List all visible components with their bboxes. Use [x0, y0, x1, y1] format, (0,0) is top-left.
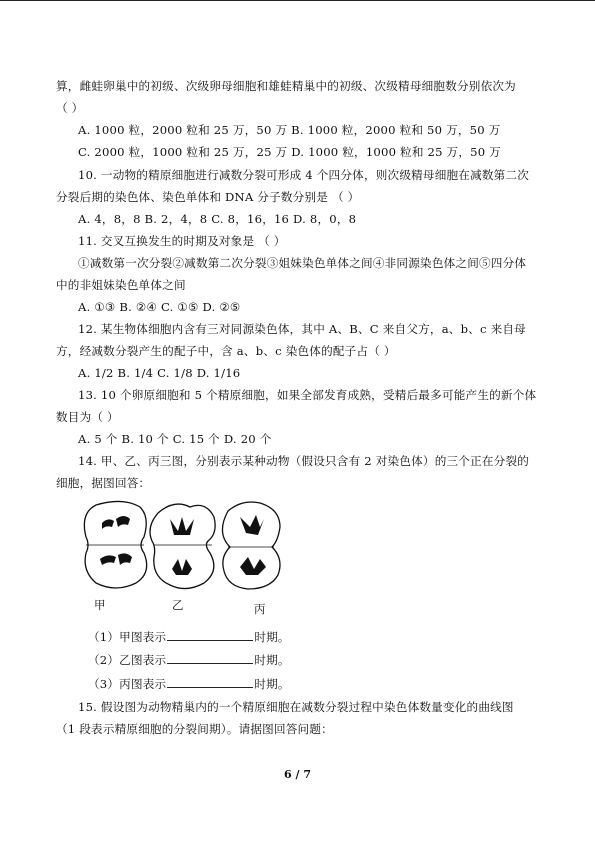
q14-answer-3-suffix: 时期。	[254, 677, 290, 691]
figure-label-jia: 甲	[94, 598, 106, 612]
q12-stem-line-2: 方，经减数分裂产生的配子中，含 a、b、c 染色体的配子占（ ）	[56, 344, 396, 358]
cell-bing-chromosomes-top	[240, 515, 264, 535]
q14-answer-2-prefix: （2）乙图表示	[88, 653, 167, 667]
q13-options: A. 5 个 B. 10 个 C. 15 个 D. 20 个	[78, 432, 272, 446]
q14-answer-3-prefix: （3）丙图表示	[88, 677, 167, 691]
cell-bing-outline	[222, 502, 280, 589]
page-top-border	[0, 0, 595, 1]
q11-stem: 11. 交叉互换发生的时期及对象是 （ ）	[78, 234, 286, 248]
q13-stem-line-1: 13. 10 个卵原细胞和 5 个精原细胞，如果全部发育成熟，受精后最多可能产生的新个体	[78, 388, 537, 402]
q15-stem-line-1: 15. 假设图为动物精巢内的一个精原细胞在减数分裂过程中染色体数量变化的曲线图	[78, 700, 514, 714]
q10-stem-line-1: 10. 一动物的精原细胞进行减数分裂可形成 4 个四分体，则次级精母细胞在减数第二次	[78, 168, 530, 182]
q14-answer-1	[88, 629, 290, 645]
q9-options-cd: C. 2000 粒，1000 粒和 25 万，25 万 D. 1000 粒，1000 粒和 25 万，50 万	[78, 145, 501, 159]
q12-stem-line-1: 12. 某生物体细胞内含有三对同源染色体，其中 A、B、C 来自父方，a、b、c 来自母	[78, 322, 526, 336]
q14-answer-1-prefix: （1）甲图表示	[88, 630, 167, 644]
q14-answer-3-blank[interactable]	[167, 676, 253, 688]
q14-stem-line-1: 14. 甲、乙、丙三图，分别表示某种动物（假设只含有 2 对染色体）的三个正在分裂的	[78, 454, 530, 468]
q10-stem-line-2: 分裂后期的染色体、染色单体和 DNA 分子数分别是 （ ）	[56, 190, 360, 204]
q11-items-line-2: 中的非姐妹染色单体之间	[56, 278, 186, 292]
q9-stem-line: 算，雌蛙卵巢中的初级、次级卵母细胞和雄蛙精巢中的初级、次级精母细胞数分别依次为	[56, 79, 516, 93]
q11-options: A. ①③ B. ②④ C. ①⑤ D. ②⑤	[78, 300, 241, 314]
cell-division-drawing	[78, 497, 328, 597]
cell-bing-chromosomes-bottom	[240, 557, 266, 575]
q14-answer-1-blank[interactable]	[167, 629, 253, 641]
q9-paren: （ ）	[56, 101, 84, 115]
page-number: 6 / 7	[284, 768, 311, 781]
q13-stem-line-2: 数目为（ ）	[56, 410, 119, 424]
cell-jia-chromosomes-bottom	[100, 553, 132, 565]
cell-division-figure	[78, 497, 328, 597]
q10-options: A. 4，8，8 B. 2，4，8 C. 8，16，16 D. 8，0，8	[78, 212, 357, 226]
q14-answer-3	[88, 676, 290, 692]
figure-label-bing: 丙	[254, 602, 266, 616]
q14-stem-line-2: 细胞，据图回答：	[56, 476, 151, 490]
q14-answer-1-suffix: 时期。	[254, 630, 290, 644]
q12-options: A. 1/2 B. 1/4 C. 1/8 D. 1/16	[78, 366, 241, 380]
q9-options-ab: A. 1000 粒，2000 粒和 25 万，50 万 B. 1000 粒，2000 粒和 50 万，50 万	[78, 123, 501, 137]
q11-items-line-1: ①减数第一次分裂②减数第二次分裂③姐妹染色单体之间④非同源染色体之间⑤四分体	[78, 256, 527, 270]
cell-yi-outline	[150, 504, 215, 588]
cell-jia-chromosomes-top	[102, 516, 130, 529]
q14-answer-2-blank[interactable]	[167, 652, 253, 664]
cell-yi-chromosomes-top	[170, 517, 194, 535]
cell-yi-chromosomes-bottom	[172, 559, 192, 575]
q15-stem-line-2: （1 段表示精原细胞的分裂间期）。请据图回答问题：	[56, 722, 333, 736]
q14-answer-2	[88, 652, 290, 668]
figure-label-yi: 乙	[172, 598, 184, 612]
q14-answer-2-suffix: 时期。	[254, 653, 290, 667]
